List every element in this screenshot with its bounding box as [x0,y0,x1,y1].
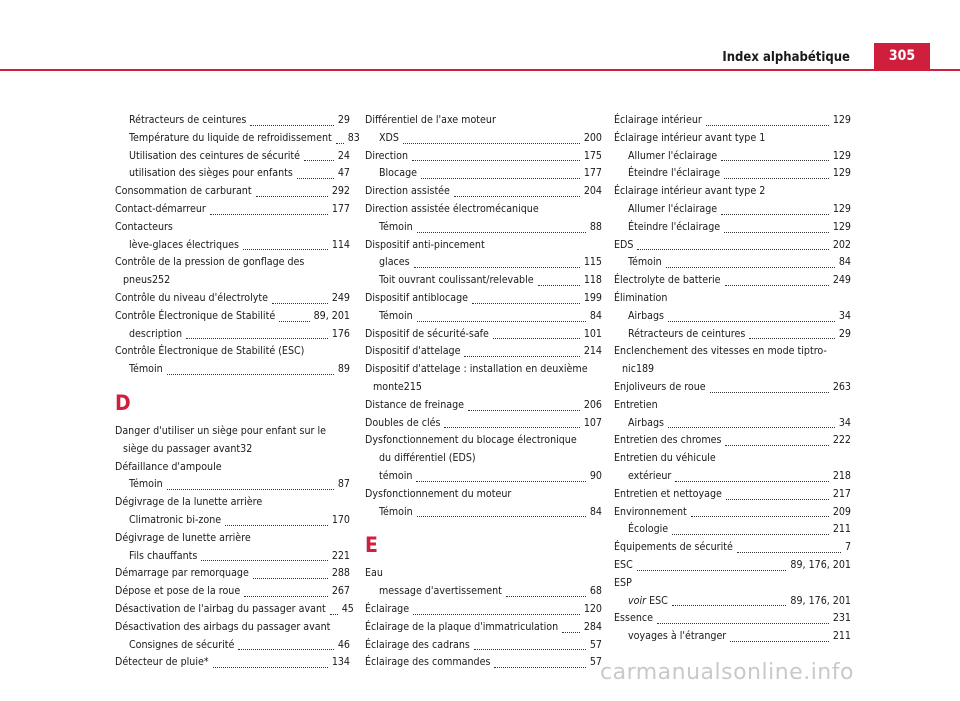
dot-leader [637,249,828,250]
index-heading: Dégivrage de lunette arrière [115,531,251,544]
index-subentry [365,165,602,183]
page-ref: 47 [337,167,350,180]
dot-leader [721,160,829,161]
index-heading: Différentiel de l'axe moteur [365,114,496,126]
dot-leader [238,649,334,650]
index-subentry [115,112,350,130]
page-ref: 118 [583,274,602,287]
page-ref: 46 [337,638,350,651]
index-entry [614,610,851,628]
index-subentry [614,219,851,237]
index-heading: Éclairage intérieur avant type 1 [614,131,766,144]
page-ref: 57 [589,656,602,669]
index-entry [614,539,851,557]
entry-label: Direction assistée [365,185,450,198]
index-column-1 [115,112,360,672]
header-rule [0,69,960,71]
index-heading: Dysfonctionnement du moteur [365,487,512,500]
page-ref: 249 [331,291,350,304]
page-ref: 202 [832,238,851,251]
index-subentry [614,254,851,272]
dot-leader [256,196,328,197]
page-ref: 107 [583,416,602,429]
entry-label: utilisation des sièges pour enfants [129,167,293,180]
entry-label: EDS [614,238,634,251]
dot-leader [414,267,580,268]
dot-leader [416,481,585,482]
dot-leader [493,338,580,339]
page-ref: 221 [331,549,350,562]
index-subentry [365,583,602,601]
page-ref: 204 [583,185,602,198]
page-ref: 89 [337,363,350,376]
dot-leader [672,534,829,535]
entry-label: Consignes de sécurité [129,638,235,651]
dot-leader [243,249,328,250]
index-subentry [614,165,851,183]
page-ref: 176 [331,327,350,340]
dot-leader [417,321,586,322]
entry-label: Utilisation des ceintures de sécurité [129,149,300,162]
index-subentry [115,237,350,255]
page-ref: 87 [337,478,350,491]
index-subentry [365,308,602,326]
index-entry [115,583,350,601]
page-ref: 252 [151,274,171,287]
dot-leader [675,481,829,482]
entry-label: XDS [379,131,399,144]
index-entry [365,619,602,637]
entry-continuation [614,361,851,379]
index-entry [365,290,602,308]
watermark: carmanualsonline.info [600,660,854,685]
page-ref: 45 [341,602,354,615]
page-ref: 292 [331,185,350,198]
dot-leader [726,499,829,500]
index-entry [115,201,350,219]
page-ref: 32 [240,442,253,455]
index-entry [365,601,602,619]
dot-leader [336,143,344,144]
entry-label: Dispositif d'attelage : installation en deuxième [365,363,588,376]
page-ref: 83 [347,131,360,144]
entry-label: Environnement [614,505,687,518]
dot-leader [412,160,580,161]
page-number-badge: 305 [874,43,930,69]
entry-label-text: ESC [646,594,668,607]
dot-leader [421,178,580,179]
dot-leader [213,667,328,668]
page-ref: 34 [838,416,851,429]
entry-label [628,593,668,611]
dot-leader [186,338,328,339]
index-entry [365,415,602,433]
entry-label: Éteindre l'éclairage [628,167,721,180]
section-letter: D [115,390,131,415]
page-ref: 84 [589,309,602,322]
index-entry [614,343,851,379]
page-ref: 177 [583,167,602,180]
page-ref: 209 [832,505,851,518]
index-heading: Eau [365,567,383,580]
dot-leader [672,605,787,606]
page-ref: 288 [331,567,350,580]
index-entry [614,379,851,397]
entry-label: Doubles de clés [365,416,441,429]
page-ref: 90 [589,469,602,482]
dot-leader [167,489,334,490]
index-subentry [614,201,851,219]
entry-label: Éclairage [365,602,410,615]
index-subentry [365,272,602,290]
page-ref: 84 [838,256,851,269]
index-subentry [115,476,350,494]
dot-leader [297,178,334,179]
dot-leader [210,214,328,215]
dot-leader [725,445,828,446]
entry-label: Entretien des chromes [614,434,722,447]
dot-leader [472,303,580,304]
index-subentry [115,548,350,566]
page-ref: 249 [832,274,851,287]
entry-label: Équipements de sécurité [614,541,733,554]
entry-label: Contact-démarreur [115,202,206,215]
index-heading: Éclairage intérieur avant type 2 [614,185,766,198]
entry-label: Toit ouvrant coulissant/relevable [379,274,534,287]
dot-leader [413,614,580,615]
index-heading: Dégivrage de la lunette arrière [115,496,263,509]
entry-label: Détecteur de pluie* [115,656,209,669]
entry-label: Éclairage de la plaque d'immatriculation [365,620,559,633]
entry-label-cont: monte [373,380,404,393]
entry-label: Distance de freinage [365,398,464,411]
index-heading: Désactivation des airbags du passager avant [115,620,331,633]
entry-label: message d'avertissement [379,585,502,598]
entry-label: Témoin [129,363,163,376]
page-ref: 177 [331,202,350,215]
page-ref: 129 [832,114,851,126]
entry-label: Désactivation de l'airbag du passager avant [115,602,326,615]
index-subentry [365,219,602,237]
index-heading: Élimination [614,291,668,304]
page-ref: 129 [832,202,851,215]
page-ref: 134 [331,656,350,669]
index-entry [115,423,350,459]
entry-continuation [115,272,350,290]
index-entry [115,290,350,308]
dot-leader [250,125,334,126]
entry-label: Enjoliveurs de roue [614,380,706,393]
dot-leader [454,196,580,197]
entry-label: Dispositif d'attelage [365,345,461,358]
entry-label: Température du liquide de refroidissement [129,131,332,144]
page-ref: 217 [832,487,851,500]
page-ref: 114 [331,238,350,251]
index-entry [115,183,350,201]
index-entry [115,308,350,326]
index-subentry [365,468,602,486]
entry-label: Allumer l'éclairage [628,202,718,215]
page-ref: 120 [583,602,602,615]
index-subentry [115,637,350,655]
index-subentry [614,308,851,326]
dot-leader [706,125,829,126]
page-ref: 170 [331,513,350,526]
dot-leader [304,160,334,161]
index-subentry [115,512,350,530]
index-entry [365,148,602,166]
index-heading: du différentiel (EDS) [379,452,476,465]
dot-leader [167,374,334,375]
index-subentry [115,165,350,183]
entry-label: Blocage [379,167,418,180]
dot-leader [668,321,835,322]
entry-label: Contrôle du niveau d'électrolyte [115,291,268,304]
page-ref: 215 [403,380,422,393]
entry-label: témoin [379,469,413,482]
entry-label: Dépose et pose de la roue [115,585,241,598]
dot-leader [721,214,829,215]
index-subentry [365,130,602,148]
dot-leader [737,552,841,553]
page-ref: 206 [583,398,602,411]
entry-label: Contrôle Électronique de Stabilité [115,309,276,322]
entry-label: Fils chauffants [129,549,198,562]
index-subentry [115,148,350,166]
index-entry [365,326,602,344]
entry-label: Airbags [628,416,664,429]
entry-label: lève-glaces électriques [129,238,239,251]
page-ref: 88 [589,220,602,233]
dot-leader [668,427,835,428]
dot-leader [710,392,829,393]
entry-label: Consommation de carburant [115,185,252,198]
dot-leader [725,285,829,286]
dot-leader [201,560,328,561]
index-entry [614,237,851,255]
dot-leader [474,649,586,650]
entry-continuation [365,379,602,397]
entry-label: Témoin [379,220,413,233]
index-entry [365,361,602,397]
index-heading: Contrôle Électronique de Stabilité (ESC) [115,345,305,358]
entry-label: extérieur [628,469,672,482]
entry-continuation [115,441,350,459]
entry-label: Témoin [628,256,662,269]
index-entry [614,432,851,450]
entry-label: Rétracteurs de ceintures [129,114,247,126]
index-column-3 [614,112,851,646]
page-ref: 89, 176, 201 [790,594,851,607]
section-letter: E [365,533,378,558]
entry-label: ESC [614,558,633,571]
index-heading: Dispositif anti-pincement [365,238,485,251]
dot-leader [562,632,580,633]
dot-leader [691,516,829,517]
dot-leader [417,232,586,233]
index-entry [365,183,602,201]
see-reference: voir [628,594,647,607]
index-heading: Direction assistée électromécanique [365,202,539,215]
dot-leader [330,614,338,615]
page-ref: 267 [331,585,350,598]
page-ref: 101 [583,327,602,340]
entry-label: glaces [379,256,410,269]
entry-label: Éclairage intérieur [614,114,702,126]
page-ref: 57 [589,638,602,651]
entry-label: Entretien et nettoyage [614,487,722,500]
dot-leader [225,525,328,526]
page-ref: 199 [583,291,602,304]
entry-label: Écologie [628,523,669,536]
index-heading: Contacteurs [115,220,173,233]
index-entry [365,654,602,672]
page-ref: 129 [832,149,851,162]
entry-label: Allumer l'éclairage [628,149,718,162]
entry-label: Danger d'utiliser un siège pour enfant sur le [115,424,327,437]
index-entry [115,565,350,583]
entry-label-cont: nic [622,363,636,376]
page-ref: 29 [838,327,851,340]
index-entry [614,112,851,130]
page-ref: 34 [838,309,851,322]
dot-leader [724,178,829,179]
dot-leader [244,596,328,597]
entry-label: description [129,327,182,340]
index-subentry [115,326,350,344]
index-entry [365,397,602,415]
index-subentry [115,130,360,148]
index-subentry [614,521,851,539]
page-ref: 175 [583,149,602,162]
dot-leader [730,641,829,642]
dot-leader [666,267,835,268]
index-subentry [614,415,851,433]
dot-leader [749,338,835,339]
page-ref: 89, 201 [313,309,350,322]
index-heading: ESP [614,576,632,589]
entry-label: Dispositif antiblocage [365,291,469,304]
page-ref: 200 [583,131,602,144]
dot-leader [637,570,787,571]
index-entry [115,601,354,619]
index-entry [365,343,602,361]
page-ref: 284 [583,620,602,633]
page-ref: 214 [583,345,602,358]
index-subentry [614,468,851,486]
entry-label: voyages à l'étranger [628,630,727,643]
page-ref: 222 [832,434,851,447]
page-ref: 68 [589,585,602,598]
index-subentry [365,504,602,522]
dot-leader [657,623,829,624]
dot-leader [444,427,579,428]
index-entry [614,272,851,290]
dot-leader [506,596,586,597]
index-entry [614,486,851,504]
index-heading: Dysfonctionnement du blocage électronique [365,434,577,447]
page-ref: 189 [635,363,655,376]
dot-leader [538,285,580,286]
entry-label: Témoin [129,478,163,491]
entry-label: Éclairage des commandes [365,656,491,669]
index-heading: Entretien [614,398,658,411]
page-ref: 263 [832,380,851,393]
page-ref: 7 [844,541,851,554]
index-subentry [115,361,350,379]
dot-leader [403,143,580,144]
index-entry [614,504,851,522]
index-heading: Entretien du véhicule [614,452,716,465]
page-ref: 218 [832,469,851,482]
dot-leader [494,667,585,668]
page-ref: 89, 176, 201 [790,558,851,571]
entry-label: Climatronic bi-zone [129,513,222,526]
entry-label: Démarrage par remorquage [115,567,249,580]
page-ref: 129 [832,220,851,233]
dot-leader [272,303,328,304]
entry-label: Témoin [379,309,413,322]
index-heading: Défaillance d'ampoule [115,460,222,473]
index-subentry [614,148,851,166]
entry-label: Rétracteurs de ceintures [628,327,746,340]
dot-leader [464,356,579,357]
index-subentry [614,593,851,611]
index-entry [365,637,602,655]
index-entry [115,254,350,290]
index-entry [115,654,350,672]
entry-label: Contrôle de la pression de gonflage des [115,256,305,269]
index-subentry [614,326,851,344]
entry-label: Témoin [379,505,413,518]
dot-leader [279,321,309,322]
entry-label-cont: siège du passager avant [123,442,241,455]
dot-leader [468,410,580,411]
entry-label: Éclairage des cadrans [365,638,470,651]
entry-label: Enclenchement des vitesses en mode tiptro- [614,345,827,358]
page-ref: 231 [832,612,851,625]
entry-label: Direction [365,149,409,162]
dot-leader [724,232,829,233]
page-ref: 129 [832,167,851,180]
page-ref: 29 [337,114,350,126]
page-ref: 84 [589,505,602,518]
entry-label: Airbags [628,309,664,322]
entry-label: Essence [614,612,653,625]
entry-label: Électrolyte de batterie [614,274,721,287]
entry-label: Dispositif de sécurité-safe [365,327,489,340]
header-title: Index alphabétique [722,50,850,65]
index-entry [614,557,851,575]
index-subentry [365,254,602,272]
dot-leader [253,578,328,579]
entry-label: Éteindre l'éclairage [628,220,721,233]
dot-leader [417,516,586,517]
page-ref: 211 [832,523,851,536]
page-ref: 115 [583,256,602,269]
index-subentry [614,628,851,646]
page-ref: 211 [832,630,851,643]
entry-label-cont: pneus [123,274,152,287]
page-ref: 24 [337,149,350,162]
index-column-2 [365,112,602,672]
